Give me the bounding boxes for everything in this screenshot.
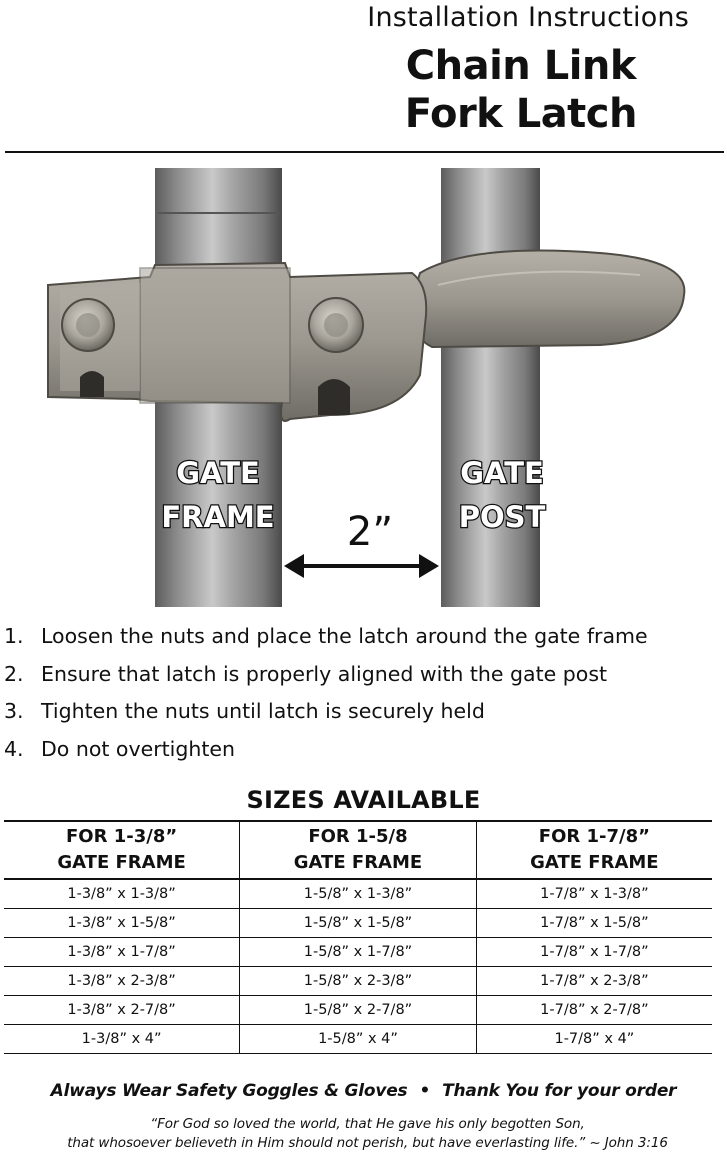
step-text: Ensure that latch is properly aligned with the gate post (41, 661, 608, 686)
table-row (4, 879, 712, 909)
slot-left (80, 371, 104, 397)
table-cell: 1-3/8” x 2-7/8” (4, 996, 240, 1025)
header (0, 0, 727, 152)
table-row (4, 1025, 712, 1054)
gap-dimension-label: 2” (346, 509, 394, 555)
safety-notice (0, 1081, 727, 1101)
column-header: FOR 1-7/8” GATE FRAME (476, 821, 712, 879)
title-line-2: Fork Latch (404, 91, 637, 137)
column-header: FOR 1-5/8 GATE FRAME (240, 821, 477, 879)
table-cell: 1-7/8” x 1-5/8” (476, 909, 712, 938)
latch-photo (0, 165, 727, 607)
instruction-steps (4, 624, 724, 774)
title-line-1: Chain Link (405, 43, 636, 89)
sizes-title: SIZES AVAILABLE (246, 786, 481, 814)
table-row (4, 938, 712, 967)
table-cell: 1-5/8” x 2-7/8” (240, 996, 477, 1025)
table-cell: 1-3/8” x 1-7/8” (4, 938, 240, 967)
step-text: Tighten the nuts until latch is securely held (41, 699, 485, 723)
verse-line-2: that whosoever believeth in Him should not perish, but have everlasting life.” ~ John 3:16 (67, 1135, 668, 1151)
step-number: 1. (4, 624, 24, 648)
table-cell: 1-7/8” x 1-3/8” (476, 879, 712, 909)
header-divider (5, 151, 724, 153)
table-cell: 1-7/8” x 2-3/8” (476, 967, 712, 996)
table-cell: 1-3/8” x 1-5/8” (4, 909, 240, 938)
table-cell: 1-5/8” x 1-3/8” (240, 879, 477, 909)
sizes-table (4, 820, 712, 1054)
table-row (4, 909, 712, 938)
gate-post-pipe (441, 168, 540, 607)
page-title (405, 42, 637, 138)
step-item (4, 737, 724, 775)
table-header-row (4, 821, 712, 879)
step-item (4, 662, 724, 700)
step-number: 2. (4, 661, 24, 686)
bolt-right (309, 298, 363, 352)
gate-post-label-2: POST (458, 500, 546, 534)
slot-right (318, 379, 350, 415)
gate-post-label-1: GATE (460, 456, 544, 490)
table-cell: 1-5/8” x 2-3/8” (240, 967, 477, 996)
step-number: 4. (4, 736, 24, 761)
table-cell: 1-5/8” x 4” (240, 1025, 477, 1054)
table-cell: 1-3/8” x 1-3/8” (4, 879, 240, 909)
bolt-left (62, 299, 114, 351)
separator-dot: • (419, 1081, 431, 1101)
gap-arrow (284, 554, 439, 578)
gate-frame-label-1: GATE (176, 456, 260, 490)
table-cell: 1-7/8” x 4” (476, 1025, 712, 1054)
table-row (4, 996, 712, 1025)
table-cell: 1-7/8” x 1-7/8” (476, 938, 712, 967)
header-subtitle: Installation Instructions (367, 2, 689, 33)
bible-verse (0, 1115, 727, 1153)
table-cell: 1-5/8” x 1-5/8” (240, 909, 477, 938)
step-text: Loosen the nuts and place the latch around the gate frame (41, 624, 648, 648)
table-cell: 1-7/8” x 2-7/8” (476, 996, 712, 1025)
table-row (4, 967, 712, 996)
step-item (4, 624, 724, 662)
table-cell: 1-3/8” x 4” (4, 1025, 240, 1054)
column-header: FOR 1-3/8” GATE FRAME (4, 821, 240, 879)
safety-text: Always Wear Safety Goggles & Gloves (50, 1081, 408, 1101)
gate-frame-label-2: FRAME (161, 500, 275, 534)
step-text: Do not overtighten (41, 736, 236, 761)
table-cell: 1-5/8” x 1-7/8” (240, 938, 477, 967)
step-item (4, 699, 724, 737)
step-number: 3. (4, 699, 24, 723)
verse-line-1: “For God so loved the world, that He gave his only begotten Son, (150, 1116, 585, 1132)
table-cell: 1-3/8” x 2-3/8” (4, 967, 240, 996)
fork-loop (410, 251, 685, 348)
thanks-text: Thank You for your order (442, 1081, 677, 1101)
